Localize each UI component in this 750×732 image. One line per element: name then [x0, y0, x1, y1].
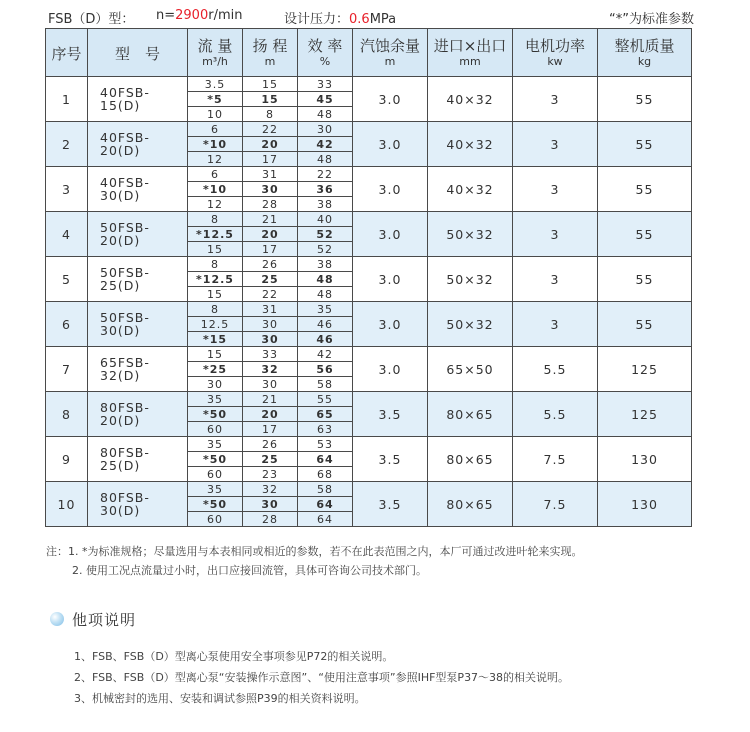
table-row — [46, 347, 692, 362]
pump-spec-table — [45, 28, 692, 527]
col-weight: 整机质量 kg — [598, 29, 692, 77]
flow-cell: *10 — [188, 137, 243, 152]
head-cell: 17 — [243, 242, 298, 257]
motor-power-cell: 3 — [513, 212, 598, 257]
motor-power-cell: 7.5 — [513, 437, 598, 482]
inlet-outlet-cell: 40×32 — [428, 122, 513, 167]
head-cell: 28 — [243, 197, 298, 212]
table-body — [46, 77, 692, 527]
inlet-outlet-cell: 65×50 — [428, 347, 513, 392]
table-header-row — [46, 29, 692, 77]
flow-cell: 60 — [188, 422, 243, 437]
npsh-cell: 3.0 — [353, 302, 428, 347]
model-name: 50FSB-30(D) — [88, 302, 188, 347]
model-name: 40FSB-20(D) — [88, 122, 188, 167]
flow-cell: 15 — [188, 242, 243, 257]
head-cell: 22 — [243, 287, 298, 302]
flow-cell: *50 — [188, 407, 243, 422]
head-cell: 21 — [243, 392, 298, 407]
flow-cell: 8 — [188, 302, 243, 317]
other-note-item: 1、FSB、FSB（D）型离心泵使用安全事项参见P72的相关说明。 — [74, 650, 394, 663]
col-no: 序号 — [46, 29, 88, 77]
head-cell: 31 — [243, 167, 298, 182]
efficiency-cell: 33 — [298, 77, 353, 92]
pressure-value: 0.6 — [349, 12, 370, 27]
npsh-cell: 3.5 — [353, 392, 428, 437]
flow-cell: 35 — [188, 392, 243, 407]
col-npsh: 汽蚀余量 m — [353, 29, 428, 77]
flow-cell: 35 — [188, 437, 243, 452]
flow-cell: *5 — [188, 92, 243, 107]
col-flow: 流 量 m³/h — [188, 29, 243, 77]
weight-cell: 55 — [598, 257, 692, 302]
weight-cell: 130 — [598, 482, 692, 527]
head-cell: 22 — [243, 122, 298, 137]
table-notes — [46, 542, 583, 580]
efficiency-cell: 48 — [298, 287, 353, 302]
other-notes-list — [74, 646, 569, 709]
section-title: 他项说明 — [72, 611, 137, 629]
note-1: 注：1. *为标准规格；尽量选用与本表相同或相近的参数，若不在此表范围之内，本厂可通过改进叶轮来实现。 — [46, 545, 583, 558]
model-name: 80FSB-30(D) — [88, 482, 188, 527]
head-cell: 21 — [243, 212, 298, 227]
flow-cell: 8 — [188, 257, 243, 272]
series-label: FSB（D）型： — [48, 12, 135, 27]
flow-cell: *12.5 — [188, 272, 243, 287]
flow-cell: 60 — [188, 467, 243, 482]
efficiency-cell: 52 — [298, 242, 353, 257]
efficiency-cell: 64 — [298, 512, 353, 527]
weight-cell: 55 — [598, 77, 692, 122]
head-cell: 15 — [243, 92, 298, 107]
flow-cell: 30 — [188, 377, 243, 392]
head-cell: 20 — [243, 137, 298, 152]
table-row — [46, 302, 692, 317]
npsh-cell: 3.0 — [353, 167, 428, 212]
inlet-outlet-cell: 40×32 — [428, 167, 513, 212]
head-cell: 32 — [243, 482, 298, 497]
model-name: 40FSB-15(D) — [88, 77, 188, 122]
head-cell: 26 — [243, 257, 298, 272]
npsh-cell: 3.5 — [353, 437, 428, 482]
npsh-cell: 3.0 — [353, 77, 428, 122]
flow-cell: *50 — [188, 452, 243, 467]
head-cell: 15 — [243, 77, 298, 92]
flow-cell: 35 — [188, 482, 243, 497]
row-number: 10 — [46, 482, 88, 527]
efficiency-cell: 53 — [298, 437, 353, 452]
weight-cell: 55 — [598, 212, 692, 257]
head-cell: 33 — [243, 347, 298, 362]
flow-cell: 12 — [188, 152, 243, 167]
weight-cell: 130 — [598, 437, 692, 482]
efficiency-cell: 45 — [298, 92, 353, 107]
head-cell: 25 — [243, 272, 298, 287]
head-cell: 31 — [243, 302, 298, 317]
flow-cell: 15 — [188, 287, 243, 302]
motor-power-cell: 5.5 — [513, 392, 598, 437]
model-name: 80FSB-20(D) — [88, 392, 188, 437]
efficiency-cell: 48 — [298, 272, 353, 287]
row-number: 4 — [46, 212, 88, 257]
efficiency-cell: 48 — [298, 152, 353, 167]
motor-power-cell: 7.5 — [513, 482, 598, 527]
other-note-item: 2、FSB、FSB（D）型离心泵“安装操作示意图”、“使用注意事项”参照IHF型泵P37～38的相关说明。 — [74, 671, 570, 684]
efficiency-cell: 64 — [298, 452, 353, 467]
model-name: 65FSB-32(D) — [88, 347, 188, 392]
flow-cell: 10 — [188, 107, 243, 122]
efficiency-cell: 22 — [298, 167, 353, 182]
flow-cell: 60 — [188, 512, 243, 527]
efficiency-cell: 46 — [298, 317, 353, 332]
weight-cell: 125 — [598, 392, 692, 437]
motor-power-cell: 3 — [513, 167, 598, 212]
weight-cell: 55 — [598, 122, 692, 167]
row-number: 8 — [46, 392, 88, 437]
row-number: 5 — [46, 257, 88, 302]
efficiency-cell: 42 — [298, 137, 353, 152]
spec-header-line — [48, 8, 694, 28]
flow-cell: 6 — [188, 122, 243, 137]
row-number: 6 — [46, 302, 88, 347]
efficiency-cell: 64 — [298, 497, 353, 512]
col-inlet-outlet: 进口×出口 mm — [428, 29, 513, 77]
efficiency-cell: 65 — [298, 407, 353, 422]
efficiency-cell: 52 — [298, 227, 353, 242]
flow-cell: 15 — [188, 347, 243, 362]
model-name: 50FSB-25(D) — [88, 257, 188, 302]
motor-power-cell: 3 — [513, 302, 598, 347]
efficiency-cell: 63 — [298, 422, 353, 437]
row-number: 7 — [46, 347, 88, 392]
inlet-outlet-cell: 50×32 — [428, 212, 513, 257]
col-efficiency: 效 率 % — [298, 29, 353, 77]
motor-power-cell: 3 — [513, 122, 598, 167]
table-row — [46, 77, 692, 92]
col-model: 型 号 — [88, 29, 188, 77]
efficiency-cell: 42 — [298, 347, 353, 362]
head-cell: 17 — [243, 422, 298, 437]
npsh-cell: 3.0 — [353, 347, 428, 392]
table-row — [46, 257, 692, 272]
weight-cell: 55 — [598, 302, 692, 347]
efficiency-cell: 46 — [298, 332, 353, 347]
row-number: 1 — [46, 77, 88, 122]
flow-cell: 8 — [188, 212, 243, 227]
flow-cell: 12 — [188, 197, 243, 212]
head-cell: 30 — [243, 182, 298, 197]
table-row — [46, 167, 692, 182]
head-cell: 30 — [243, 377, 298, 392]
efficiency-cell: 58 — [298, 377, 353, 392]
pressure-spec: 设计压力：0.6MPa — [284, 12, 397, 27]
efficiency-cell: 38 — [298, 197, 353, 212]
flow-cell: *50 — [188, 497, 243, 512]
head-cell: 32 — [243, 362, 298, 377]
inlet-outlet-cell: 80×65 — [428, 482, 513, 527]
row-number: 3 — [46, 167, 88, 212]
model-name: 40FSB-30(D) — [88, 167, 188, 212]
efficiency-cell: 48 — [298, 107, 353, 122]
model-name: 50FSB-20(D) — [88, 212, 188, 257]
table-row — [46, 122, 692, 137]
table-row — [46, 392, 692, 407]
motor-power-cell: 3 — [513, 77, 598, 122]
head-cell: 17 — [243, 152, 298, 167]
head-cell: 25 — [243, 452, 298, 467]
head-cell: 20 — [243, 407, 298, 422]
efficiency-cell: 35 — [298, 302, 353, 317]
row-number: 9 — [46, 437, 88, 482]
bullet-dot-icon — [50, 612, 64, 626]
head-cell: 20 — [243, 227, 298, 242]
head-cell: 28 — [243, 512, 298, 527]
npsh-cell: 3.0 — [353, 122, 428, 167]
inlet-outlet-cell: 50×32 — [428, 257, 513, 302]
motor-power-cell: 5.5 — [513, 347, 598, 392]
efficiency-cell: 40 — [298, 212, 353, 227]
weight-cell: 125 — [598, 347, 692, 392]
inlet-outlet-cell: 80×65 — [428, 437, 513, 482]
flow-cell: *25 — [188, 362, 243, 377]
head-cell: 30 — [243, 317, 298, 332]
table-row — [46, 437, 692, 452]
npsh-cell: 3.0 — [353, 257, 428, 302]
inlet-outlet-cell: 50×32 — [428, 302, 513, 347]
flow-cell: *12.5 — [188, 227, 243, 242]
inlet-outlet-cell: 40×32 — [428, 77, 513, 122]
table-row — [46, 212, 692, 227]
efficiency-cell: 55 — [298, 392, 353, 407]
efficiency-cell: 58 — [298, 482, 353, 497]
flow-cell: *10 — [188, 182, 243, 197]
efficiency-cell: 56 — [298, 362, 353, 377]
efficiency-cell: 36 — [298, 182, 353, 197]
row-number: 2 — [46, 122, 88, 167]
efficiency-cell: 38 — [298, 257, 353, 272]
head-cell: 8 — [243, 107, 298, 122]
model-name: 80FSB-25(D) — [88, 437, 188, 482]
head-cell: 26 — [243, 437, 298, 452]
flow-cell: *15 — [188, 332, 243, 347]
npsh-cell: 3.5 — [353, 482, 428, 527]
motor-power-cell: 3 — [513, 257, 598, 302]
inlet-outlet-cell: 80×65 — [428, 392, 513, 437]
weight-cell: 55 — [598, 167, 692, 212]
table-row — [46, 482, 692, 497]
efficiency-cell: 30 — [298, 122, 353, 137]
standard-note: “*”为标准参数 — [609, 12, 694, 27]
speed-value: 2900 — [175, 8, 209, 23]
efficiency-cell: 68 — [298, 467, 353, 482]
col-motor-power: 电机功率 kw — [513, 29, 598, 77]
flow-cell: 3.5 — [188, 77, 243, 92]
note-2: 2. 使用工况点流量过小时，出口应接回流管，具体可咨询公司技术部门。 — [72, 564, 427, 577]
speed-spec: n=2900r/min — [156, 8, 243, 23]
other-note-item: 3、机械密封的选用、安装和调试参照P39的相关资料说明。 — [74, 692, 366, 705]
npsh-cell: 3.0 — [353, 212, 428, 257]
flow-cell: 12.5 — [188, 317, 243, 332]
head-cell: 30 — [243, 332, 298, 347]
head-cell: 23 — [243, 467, 298, 482]
col-head: 扬 程 m — [243, 29, 298, 77]
flow-cell: 6 — [188, 167, 243, 182]
head-cell: 30 — [243, 497, 298, 512]
